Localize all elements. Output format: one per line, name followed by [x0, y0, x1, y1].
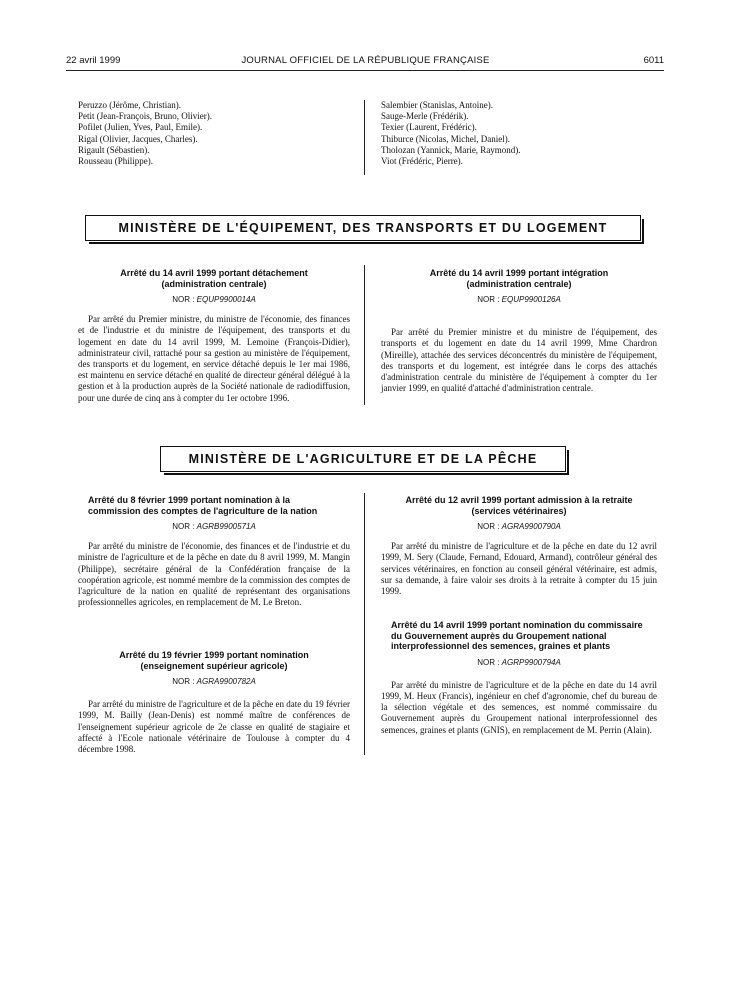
page-number: 6011 [643, 55, 664, 66]
article-body: Par arrêté du ministre de l'agriculture et de la pêche en date du 14 avril 1999, M. Heux (Francis), ingénieur en chef d'agronomie, chef du bureau de la sélection végétale et des semences, est nommé commissaire du Gouvernement auprès du Groupement national interprofessionnel des semences, graines et plants (GNIS), en remplacement de M. Perrin (Alain). [381, 679, 657, 735]
ministry-title: MINISTÈRE DE L'ÉQUIPEMENT, DES TRANSPORTS ET DU LOGEMENT [118, 221, 608, 235]
ministry-heading-agriculture [160, 446, 566, 472]
list-item: Rousseau (Philippe). [78, 156, 153, 167]
article-title: Arrêté du 12 avril 1999 portant admission à la retraite (services vétérinaires) [405, 495, 633, 516]
column-divider [364, 493, 365, 755]
nor-label: NOR : [172, 677, 195, 686]
article-title: Arrêté du 8 février 1999 portant nomination à la commission des comptes de l'agriculture de la nation [88, 495, 318, 516]
list-item: Peruzzo (Jérôme, Christian). [78, 100, 181, 110]
nor-label: NOR : [477, 657, 500, 667]
nor-code: EQUP9900014A [196, 295, 256, 304]
list-item: Pofilet (Julien, Yves, Paul, Emile). [78, 122, 203, 133]
nor-code: AGRA9900782A [196, 677, 256, 686]
nor-label: NOR : [172, 522, 195, 531]
nor-reference [78, 294, 350, 305]
article-body: Par arrêté du ministre de l'agriculture et de la pêche en date du 19 février 1999, M. Bailly (Jean-Denis) est nommé maître de conférences de l'enseignement supérieur agricole de 2e classe en qualité de stagiaire et affecté à l'Ecole nationale vétérinaire de Toulouse à compter du 4 décembre 1998. [78, 699, 351, 755]
article-title: Arrêté du 14 avril 1999 portant nomination du commissaire du Gouvernement auprès du Groupement national interprofessionnel des semences, graines et plants [391, 620, 643, 651]
list-item: Thiburce (Nicolas, Michel, Daniel). [381, 133, 510, 144]
nor-reference [78, 521, 350, 532]
nor-reference [381, 521, 657, 532]
nor-code: AGRB9900571A [196, 522, 256, 531]
article-retraite [381, 495, 657, 597]
ministry-heading-equipement [85, 215, 641, 241]
list-item: Texier (Laurent, Frédéric). [381, 122, 477, 133]
list-item: Sauge-Merle (Frédérik). [381, 111, 469, 122]
nor-code: AGRP9900794A [501, 657, 561, 667]
header-rule [66, 70, 664, 71]
article-integration [381, 268, 657, 394]
list-item: Viot (Frédéric, Pierre). [381, 156, 463, 167]
article-enseignement-agricole [78, 650, 350, 755]
article-title: Arrêté du 14 avril 1999 portant détachement (administration centrale) [120, 268, 308, 289]
nor-code: EQUP9900126A [501, 295, 561, 304]
article-title: Arrêté du 19 février 1999 portant nomination (enseignement supérieur agricole) [119, 650, 309, 671]
article-body: Par arrêté du Premier ministre et du ministre de l'équipement, des transports et du logement en date du 14 avril 1999, Mme Chardron (Mireille), attachée des services déconcentrés du ministère de l'équipement, des transports et du logement, est intégrée dans le corps des attachés d'administration centrale du ministère de l'équipement à compter du 1er janvier 1999, en qualité d'attaché d'administration centrale. [381, 327, 657, 394]
column-divider [364, 100, 365, 175]
ministry-title: MINISTÈRE DE L'AGRICULTURE ET DE LA PÊCHE [188, 452, 538, 466]
names-list-left [78, 100, 350, 167]
article-commission-comptes [78, 495, 350, 608]
article-commissaire-gnis [381, 620, 657, 736]
list-item: Petit (Jean-François, Bruno, Olivier). [78, 111, 212, 122]
list-item: Tholozan (Yannick, Marie, Raymond). [381, 144, 521, 155]
nor-reference [381, 657, 657, 668]
nor-code: AGRA9900790A [501, 522, 561, 531]
nor-reference [78, 676, 350, 687]
article-body: Par arrêté du ministre de l'agriculture et de la pêche en date du 12 avril 1999, M. Sery (Claude, Fernand, Edouard, Armand), contrôleur général des services vétérinaires, en fonction au conseil général vétérinaire, est admis, sur sa demande, à faire valoir ses droits à la retraite à compter du 15 juin 1999. [381, 541, 657, 597]
list-item: Rigault (Sébastien). [78, 144, 150, 155]
nor-label: NOR : [477, 522, 500, 531]
nor-label: NOR : [172, 295, 195, 304]
article-body: Par arrêté du ministre de l'économie, des finances et de l'industrie et du ministre de l'agriculture et de la pêche en date du 8 avril 1999, M. Mangin (Philippe), secrétaire général de la Confédération française de la coopération agricole, est nommé membre de la commission des comptes de l'agriculture de la nation en qualité de représentant des organisations professionnelles agricoles, en remplacement de M. Le Breton. [78, 541, 350, 608]
journal-title: JOURNAL OFFICIEL DE LA RÉPUBLIQUE FRANÇAISE [241, 55, 490, 66]
header-date: 22 avril 1999 [66, 55, 121, 66]
list-item: Rigal (Olivier, Jacques, Charles). [78, 133, 198, 144]
article-title: Arrêté du 14 avril 1999 portant intégration (administration centrale) [429, 268, 609, 289]
nor-reference [381, 294, 657, 305]
nor-label: NOR : [477, 295, 500, 304]
names-list-right [381, 100, 657, 167]
list-item: Salembier (Stanislas, Antoine). [381, 100, 493, 110]
column-divider [364, 265, 365, 405]
article-body: Par arrêté du Premier ministre, du ministre de l'économie, des finances et de l'industrie et du ministre de l'équipement, des transports et du logement en date du 14 avril 1999, M. Lemoine (François-Didier), administrateur civil, rattaché pour sa gestion au ministère de l'équipement, des transports et du logement, en service détaché depuis le 1er mai 1986, est maintenu en service détaché en qualité de directeur général délégué à la gestion et à la production auprès de la Société nationale de radiodiffusion, pour une durée de cinq ans à compter du 1er octobre 1996. [78, 314, 350, 403]
article-detachement [78, 268, 350, 404]
